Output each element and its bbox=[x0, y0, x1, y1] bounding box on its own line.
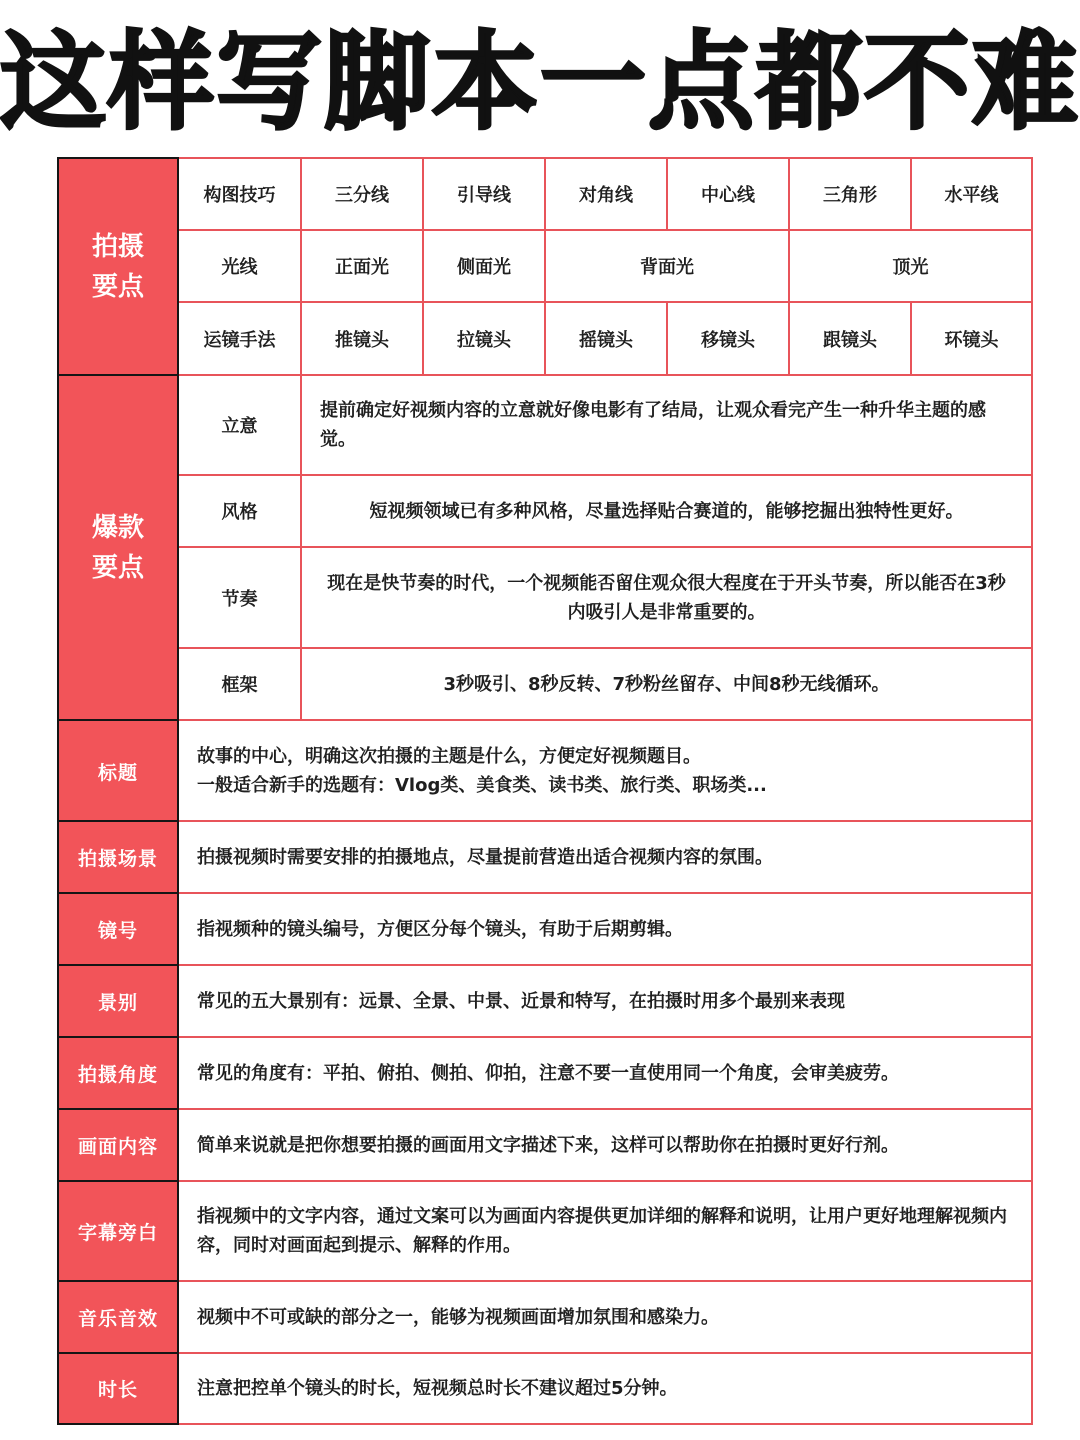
composition-item: 水平线 bbox=[912, 159, 1031, 231]
category-shot-size-label: 景别 bbox=[97, 992, 138, 1014]
category-shot-number bbox=[57, 894, 179, 965]
category-duration bbox=[57, 1354, 179, 1425]
composition-item: 三分线 bbox=[302, 159, 424, 231]
category-shooting-label: 拍摄 要点 bbox=[91, 232, 144, 302]
row-head-theme: 立意 bbox=[179, 376, 302, 476]
frame-content-description: 简单来说就是把你想要拍摄的画面用文字描述下来，这样可以帮助你在拍摄时更好行剂。 bbox=[179, 1110, 1031, 1182]
subtitles-description: 指视频中的文字内容，通过文案可以为画面内容提供更加详细的解释和说明，让用户更好地理解视频内容，同时对画面起到提示、解释的作用。 bbox=[179, 1182, 1031, 1282]
category-duration-label: 时长 bbox=[97, 1379, 138, 1401]
framework-description: 3秒吸引、8秒反转、7秒粉丝留存、中间8秒无线循环。 bbox=[302, 649, 1031, 721]
title-description bbox=[179, 721, 1031, 822]
composition-item: 中心线 bbox=[668, 159, 790, 231]
duration-description: 注意把控单个镜头的时长，短视频总时长不建议超过5分钟。 bbox=[197, 1378, 678, 1399]
camera-movement-item: 摇镜头 bbox=[546, 303, 668, 376]
category-subtitles bbox=[57, 1182, 179, 1281]
style-description: 短视频领域已有多种风格，尽量选择贴合赛道的，能够挖掘出独特性更好。 bbox=[302, 476, 1031, 548]
category-shot-size bbox=[57, 966, 179, 1037]
category-scene bbox=[57, 822, 179, 893]
row-head-lighting: 光线 bbox=[179, 231, 302, 303]
category-frame-content bbox=[57, 1110, 179, 1181]
camera-movement-item: 拉镜头 bbox=[424, 303, 546, 376]
category-title bbox=[57, 721, 179, 821]
pace-description: 现在是快节奏的时代，一个视频能否留住观众很大程度在于开头节奏，所以能否在3秒内吸引人是非常重要的。 bbox=[302, 548, 1031, 649]
camera-angle-description: 常见的角度有：平拍、俯拍、侧拍、仰拍，注意不要一直使用同一个角度，会审美疲劳。 bbox=[179, 1038, 1031, 1110]
camera-movement-item: 移镜头 bbox=[668, 303, 790, 376]
composition-item: 对角线 bbox=[546, 159, 668, 231]
row-head-style: 风格 bbox=[179, 476, 302, 548]
lighting-item: 正面光 bbox=[302, 231, 424, 303]
lighting-item: 顶光 bbox=[790, 231, 1031, 303]
scene-description: 拍摄视频时需要安排的拍摄地点，尽量提前营造出适合视频内容的氛围。 bbox=[179, 822, 1031, 894]
row-head-composition: 构图技巧 bbox=[179, 159, 302, 231]
row-head-pace: 节奏 bbox=[179, 548, 302, 649]
category-frame-content-label: 画面内容 bbox=[77, 1136, 158, 1158]
camera-movement-item: 环镜头 bbox=[912, 303, 1031, 376]
category-shot-number-label: 镜号 bbox=[97, 920, 138, 942]
camera-movement-item: 跟镜头 bbox=[790, 303, 912, 376]
music-description: 视频中不可或缺的部分之一，能够为视频画面增加氛围和感染力。 bbox=[179, 1282, 1031, 1354]
composition-item: 三角形 bbox=[790, 159, 912, 231]
lighting-item: 侧面光 bbox=[424, 231, 546, 303]
category-title-label: 标题 bbox=[97, 761, 138, 784]
theme-description: 提前确定好视频内容的立意就好像电影有了结局，让观众看完产生一种升华主题的感觉。 bbox=[302, 376, 1031, 476]
category-viral-label: 爆款 要点 bbox=[91, 513, 144, 583]
camera-movement-item: 推镜头 bbox=[302, 303, 424, 376]
shot-number-description: 指视频种的镜头编号，方便区分每个镜头，有助于后期剪辑。 bbox=[179, 894, 1031, 966]
category-subtitles-label: 字幕旁白 bbox=[77, 1222, 158, 1244]
shot-size-description: 常见的五大景别有：远景、全景、中景、近景和特写，在拍摄时用多个最别来表现 bbox=[179, 966, 1031, 1038]
lighting-item: 背面光 bbox=[546, 231, 790, 303]
category-camera-angle bbox=[57, 1038, 179, 1109]
row-head-framework: 框架 bbox=[179, 649, 302, 721]
page-title: 这样写脚本一点都不难 bbox=[0, 21, 1080, 144]
category-music bbox=[57, 1282, 179, 1353]
category-scene-label: 拍摄场景 bbox=[77, 848, 158, 870]
category-music-label: 音乐音效 bbox=[77, 1308, 158, 1330]
row-head-camera-movement: 运镜手法 bbox=[179, 303, 302, 376]
category-camera-angle-label: 拍摄角度 bbox=[77, 1064, 158, 1086]
category-viral bbox=[57, 376, 179, 720]
category-shooting bbox=[57, 157, 179, 375]
title-description-text: 故事的中心，明确这次拍摄的主题是什么，方便定好视频题目。 一般适合新手的选题有：Vlog类、美食类、读书类、旅行类、职场类... bbox=[197, 745, 767, 796]
composition-item: 引导线 bbox=[424, 159, 546, 231]
